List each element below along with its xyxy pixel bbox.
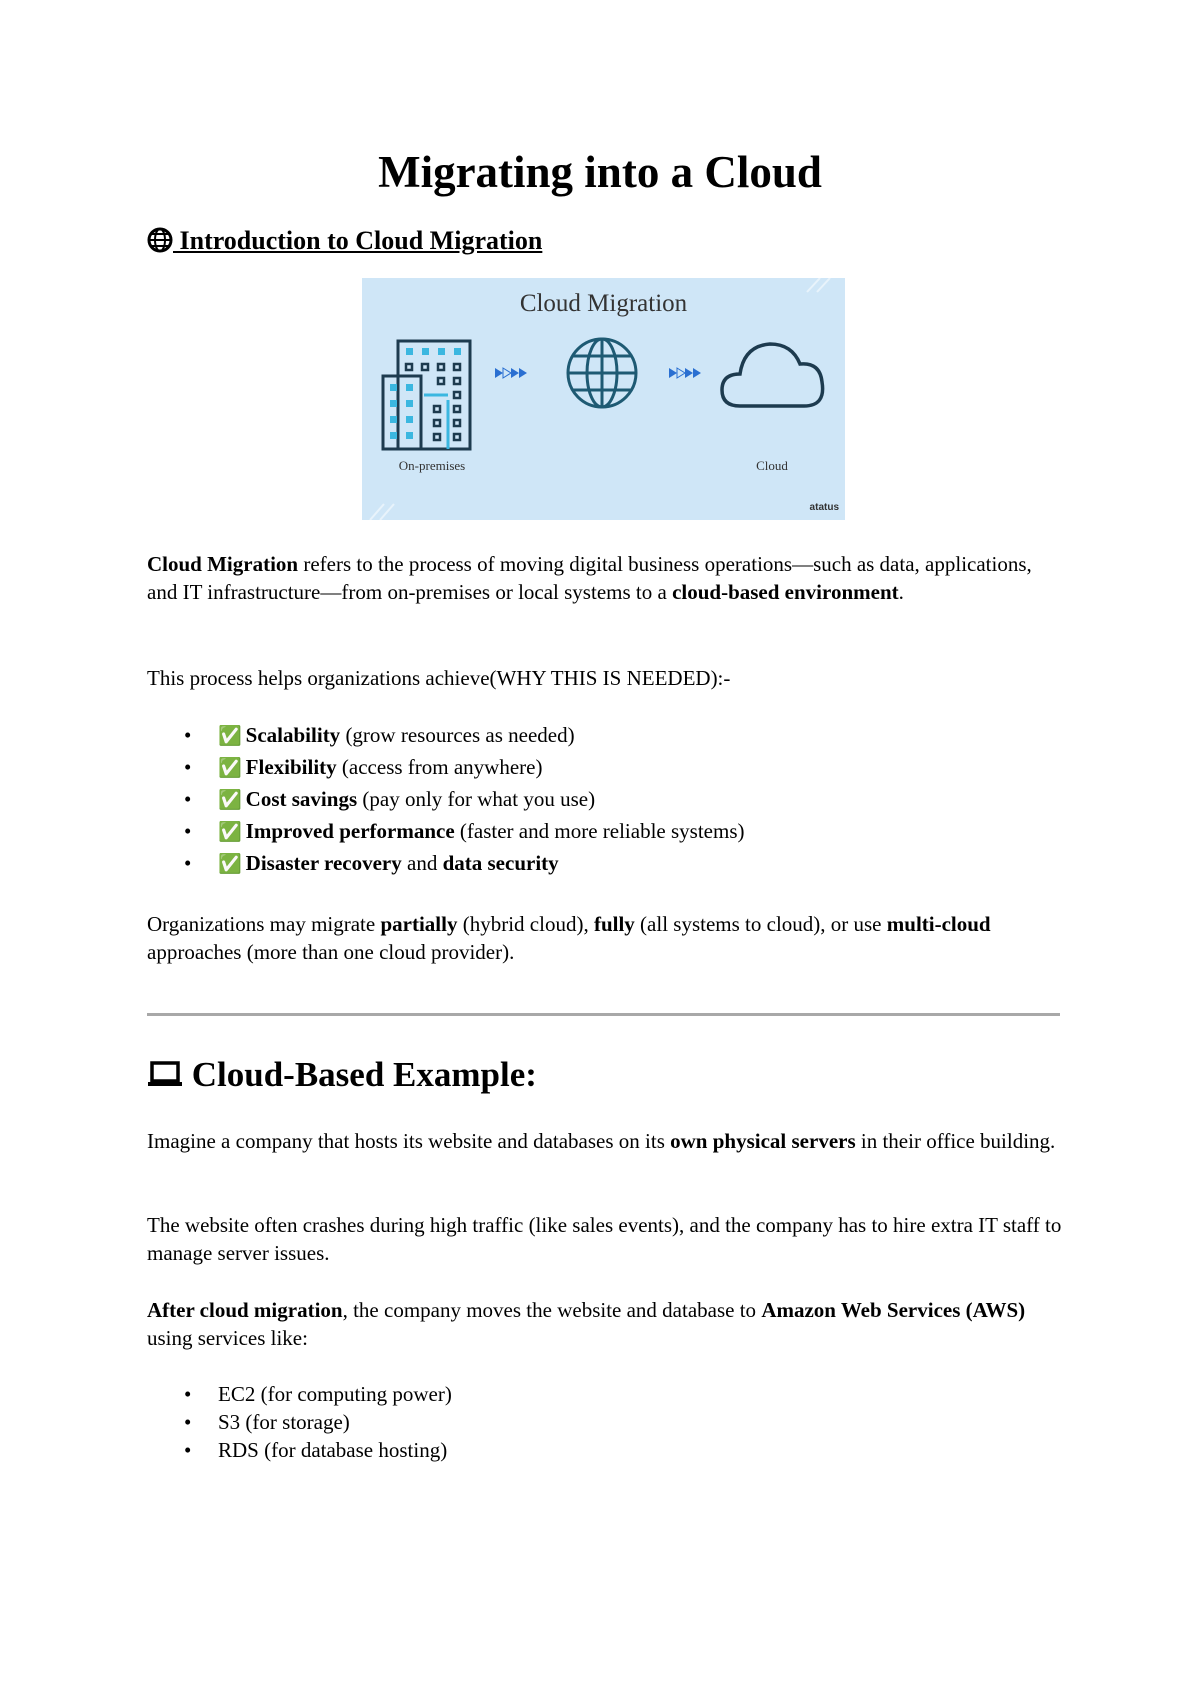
text: (faster and more reliable systems) (454, 819, 745, 843)
intro-heading-text: Introduction to Cloud Migration (179, 226, 543, 255)
label-on-premises: On-premises (398, 458, 466, 473)
page-title: Migrating into a Cloud (378, 147, 822, 197)
text: . (898, 580, 904, 604)
why-paragraph: This process helps organizations achieve(WHY THIS IS NEEDED):- (147, 666, 731, 690)
text-bold: cloud-based environment (672, 580, 899, 604)
text-bold: own physical servers (670, 1129, 856, 1153)
text: approaches (more than one cloud provider). (147, 940, 515, 964)
list-item (147, 755, 1047, 787)
text: refers to the process of moving digital business operations—such as data, applications, and IT infrastructure—from on-premises or local systems to a (147, 552, 1032, 604)
text-bold: fully (593, 912, 635, 936)
example-heading-text: Cloud-Based Example: (191, 1055, 537, 1094)
list-item (147, 819, 1047, 851)
list-item: • S3 (for storage) (147, 1410, 1047, 1438)
check-icon: ✅ (218, 725, 242, 747)
text-bold: Cloud Migration (147, 552, 299, 576)
text: and (401, 851, 443, 875)
text: in their office building. (855, 1129, 1056, 1153)
building-icon (383, 341, 470, 449)
label-cloud: Cloud (756, 458, 788, 473)
check-icon: ✅ (218, 853, 242, 875)
example-paragraph-1 (147, 1127, 1067, 1155)
list-item: • RDS (for database hosting) (147, 1438, 1047, 1466)
text-bold: Improved performance (245, 819, 455, 843)
figure-title: Cloud Migration (519, 290, 688, 317)
globe-icon (147, 227, 173, 253)
text-bold: partially (380, 912, 458, 936)
benefits-list (147, 723, 1047, 883)
check-icon: ✅ (218, 789, 242, 811)
list-item (147, 851, 1047, 883)
text: using services like: (147, 1326, 308, 1350)
example-paragraph-2: The website often crashes during high traffic (like sales events), and the company has to hire extra IT staff to manage server issues. (147, 1213, 1062, 1265)
globe-diagram-icon (568, 339, 636, 407)
text-bold: Amazon Web Services (AWS) (761, 1298, 1026, 1322)
list-item (147, 787, 1047, 819)
text-bold: After cloud migration (147, 1298, 343, 1322)
text-bold: Disaster recovery (245, 851, 402, 875)
list-item: • EC2 (for computing power) (147, 1382, 1047, 1410)
text: (hybrid cloud), (457, 912, 594, 936)
example-heading (147, 1055, 537, 1095)
migration-types-paragraph (147, 910, 1067, 966)
text-bold: Flexibility (245, 755, 337, 779)
check-icon: ✅ (218, 757, 242, 779)
brand-logo: atatus (809, 502, 839, 513)
check-icon: ✅ (218, 821, 242, 843)
text-bold: Scalability (245, 723, 341, 747)
laptop-icon (147, 1059, 183, 1089)
text: Organizations may migrate (147, 912, 381, 936)
services-list (147, 1382, 1047, 1466)
text-bold: Cost savings (245, 787, 358, 811)
text: (grow resources as needed) (340, 723, 575, 747)
text-bold: multi-cloud (886, 912, 991, 936)
horizontal-divider (147, 1013, 1060, 1016)
text: (all systems to cloud), or use (634, 912, 887, 936)
text-bold: data security (442, 851, 559, 875)
intro-paragraph (147, 550, 1067, 606)
text: , the company moves the website and database to (342, 1298, 762, 1322)
cloud-migration-figure (362, 278, 845, 520)
intro-heading (147, 226, 542, 256)
text: (pay only for what you use) (357, 787, 596, 811)
cloud-icon (722, 344, 823, 406)
list-item (147, 723, 1047, 755)
example-paragraph-3 (147, 1296, 1067, 1352)
text: (access from anywhere) (336, 755, 543, 779)
text: Imagine a company that hosts its website and databases on its (147, 1129, 671, 1153)
